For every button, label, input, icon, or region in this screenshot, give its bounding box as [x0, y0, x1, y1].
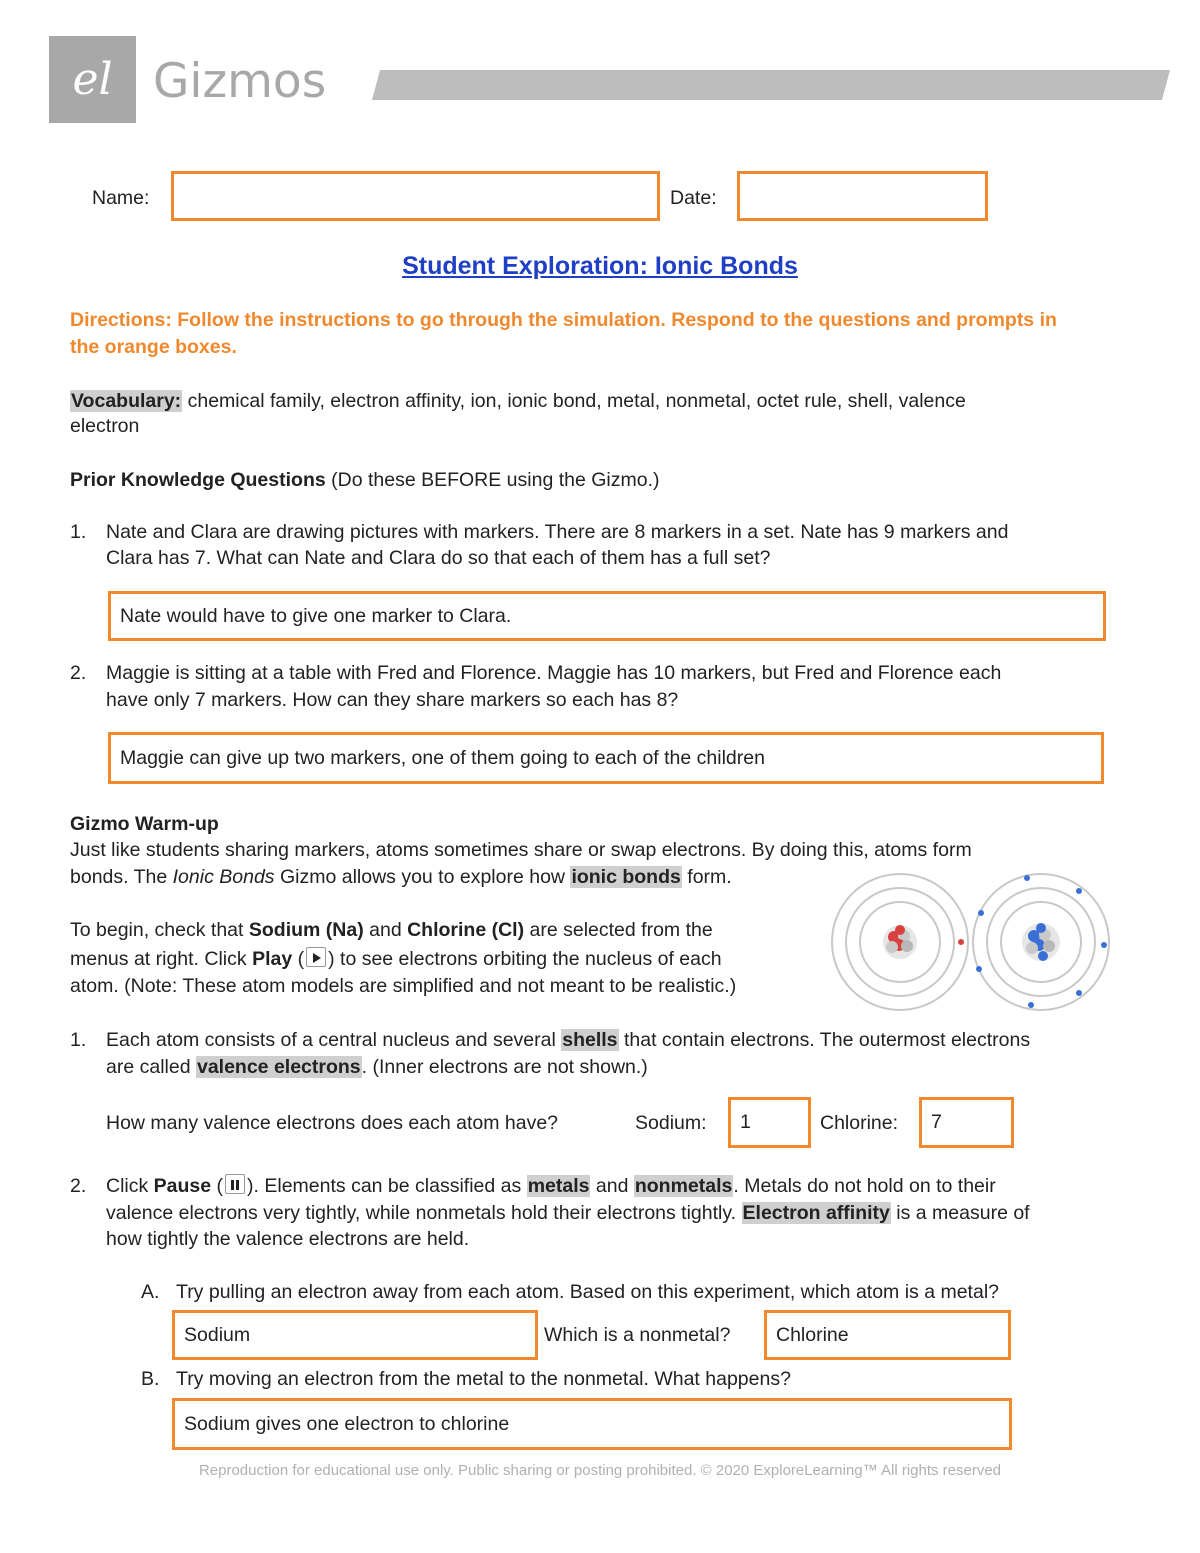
logo-mark-text: el: [72, 53, 113, 105]
vocabulary-label: Vocabulary:: [71, 390, 182, 412]
logo-mark: [49, 36, 136, 123]
play-icon: [306, 947, 326, 967]
prior-q2-line2: have only 7 markers. How can they share markers so each has 8?: [106, 689, 679, 711]
prior-heading: Prior Knowledge Questions: [70, 469, 326, 491]
chlorine-label: Chlorine:: [820, 1112, 899, 1134]
warmup-q2-l1-d: . Metals do not hold on to their: [733, 1175, 996, 1197]
warmup-p2-and: and: [363, 919, 408, 941]
vocabulary-terms: chemical family, electron affinity, ion, ionic bond, metal, nonmetal, octet rule, shell, valence: [187, 390, 966, 412]
warmup-q1-l1-a: Each atom consists of a central nucleus and several: [106, 1029, 562, 1051]
footer-notice: Reproduction for educational use only. Public sharing or posting prohibited. © 2020 ExploreLearning™ All rights reserved: [198, 1462, 1002, 1479]
name-label: Name:: [92, 187, 150, 209]
warmup-q1-line2: [106, 1054, 648, 1081]
warmup-p2-line2-b: (: [292, 948, 305, 970]
warmup-p1-italic: Ionic Bonds: [172, 866, 275, 888]
chlorine-atom: [973, 874, 1109, 1010]
warmup-q1-l2-a: are called: [106, 1056, 196, 1078]
warmup-q1-l2-b: . (Inner electrons are not shown.): [361, 1056, 648, 1078]
metal-answer-field[interactable]: Sodium: [172, 1310, 538, 1360]
sodium-atom: [832, 874, 968, 1010]
sodium-valence-field[interactable]: 1: [728, 1097, 811, 1148]
q2a-text: Try pulling an electron away from each atom. Based on this experiment, which atom is a metal?: [176, 1281, 999, 1303]
sodium-label: Sodium:: [635, 1112, 707, 1134]
warmup-q2-l2-a: valence electrons very tightly, while nonmetals hold their electrons tightly.: [106, 1202, 742, 1224]
warmup-q1-valence: valence electrons: [196, 1056, 361, 1078]
prior-q1-number: 1.: [70, 521, 87, 543]
prior-q1-line1: Nate and Clara are drawing pictures with markers. There are 8 markers in a set. Nate has 9 markers and: [106, 521, 1009, 543]
warmup-q2-nonmetals: nonmetals: [634, 1175, 733, 1197]
warmup-q2-line2: [106, 1200, 1030, 1227]
date-label: Date:: [670, 187, 717, 209]
warmup-p2-chlorine: Chlorine (Cl): [407, 919, 525, 941]
warmup-q2-number: 2.: [70, 1175, 87, 1197]
warmup-p2-play: Play: [252, 948, 293, 970]
warmup-q1-number: 1.: [70, 1029, 87, 1051]
q2b-answer-field[interactable]: Sodium gives one electron to chlorine: [172, 1398, 1012, 1450]
date-field[interactable]: [737, 171, 988, 221]
warmup-p1-b: Gizmo allows you to explore how: [274, 866, 571, 888]
warmup-q2-line1: [106, 1173, 996, 1200]
vocabulary-line2: electron: [70, 415, 140, 437]
warmup-p1-c: form.: [681, 866, 732, 888]
warmup-p1-highlight: ionic bonds: [571, 866, 681, 888]
warmup-q1-shells: shells: [562, 1029, 618, 1051]
page-title: Student Exploration: Ionic Bonds: [402, 252, 798, 280]
warmup-q2-metals: metals: [527, 1175, 590, 1197]
prior-heading-line: [70, 467, 660, 494]
nonmetal-answer-field[interactable]: Chlorine: [764, 1310, 1011, 1360]
warmup-q2-l1-b: (: [211, 1175, 224, 1197]
warmup-p2-line1: [70, 917, 713, 944]
directions: Directions: Follow the instructions to go through the simulation. Respond to the questions and prompts in the orange boxes.: [70, 309, 1057, 358]
prior-q1-line2: Clara has 7. What can Nate and Clara do so that each of them has a full set?: [106, 547, 771, 569]
warmup-p2-line2: [70, 946, 722, 973]
warmup-p2-c: are selected from the: [524, 919, 713, 941]
warmup-p2-line2-c: ) to see electrons orbiting the nucleus of each: [328, 948, 722, 970]
vocabulary-line1: [70, 388, 966, 415]
q2a-letter: A.: [141, 1281, 160, 1303]
warmup-p1-a: bonds. The: [70, 866, 173, 888]
atom-diagram: [828, 872, 1114, 1012]
warmup-p1-line1: Just like students sharing markers, atoms sometimes share or swap electrons. By doing this, atoms form: [70, 839, 972, 861]
warmup-heading: Gizmo Warm-up: [70, 813, 219, 835]
warmup-q2-l2-b: is a measure of: [890, 1202, 1030, 1224]
warmup-q2-affinity: Electron affinity: [742, 1202, 890, 1224]
brand-name: Gizmos: [153, 54, 327, 109]
prior-q2-answer[interactable]: Maggie can give up two markers, one of them going to each of the children: [108, 732, 1104, 784]
warmup-p2-line2-a: menus at right. Click: [70, 948, 253, 970]
prior-q2-number: 2.: [70, 662, 87, 684]
warmup-p2-line3: atom. (Note: These atom models are simplified and not meant to be realistic.): [70, 975, 737, 997]
warmup-q2-pause: Pause: [153, 1175, 212, 1197]
chlorine-valence-field[interactable]: 7: [919, 1097, 1014, 1148]
name-field[interactable]: [171, 171, 660, 221]
warmup-q1-l1-b: that contain electrons. The outermost electrons: [618, 1029, 1031, 1051]
warmup-q2-and: and: [590, 1175, 634, 1197]
header-band: [372, 70, 1170, 100]
warmup-q2-l1-c: ). Elements can be classified as: [247, 1175, 527, 1197]
warmup-q1-line1: [106, 1027, 1030, 1054]
prior-q2-line1: Maggie is sitting at a table with Fred and Florence. Maggie has 10 markers, but Fred and Florence each: [106, 662, 1002, 684]
warmup-p1-line2: [70, 864, 732, 891]
nonmetal-label: Which is a nonmetal?: [544, 1324, 731, 1346]
warmup-q1-question: How many valence electrons does each atom have?: [106, 1112, 559, 1134]
prior-note: (Do these BEFORE using the Gizmo.): [331, 469, 660, 491]
warmup-p2-a: To begin, check that: [70, 919, 249, 941]
prior-q1-answer[interactable]: Nate would have to give one marker to Clara.: [108, 591, 1106, 641]
q2b-letter: B.: [141, 1368, 160, 1390]
warmup-q2-line3: how tightly the valence electrons are held.: [106, 1228, 470, 1250]
warmup-q2-l1-a: Click: [106, 1175, 154, 1197]
q2b-text: Try moving an electron from the metal to the nonmetal. What happens?: [176, 1368, 791, 1390]
pause-icon: [225, 1174, 245, 1194]
warmup-p2-sodium: Sodium (Na): [248, 919, 364, 941]
